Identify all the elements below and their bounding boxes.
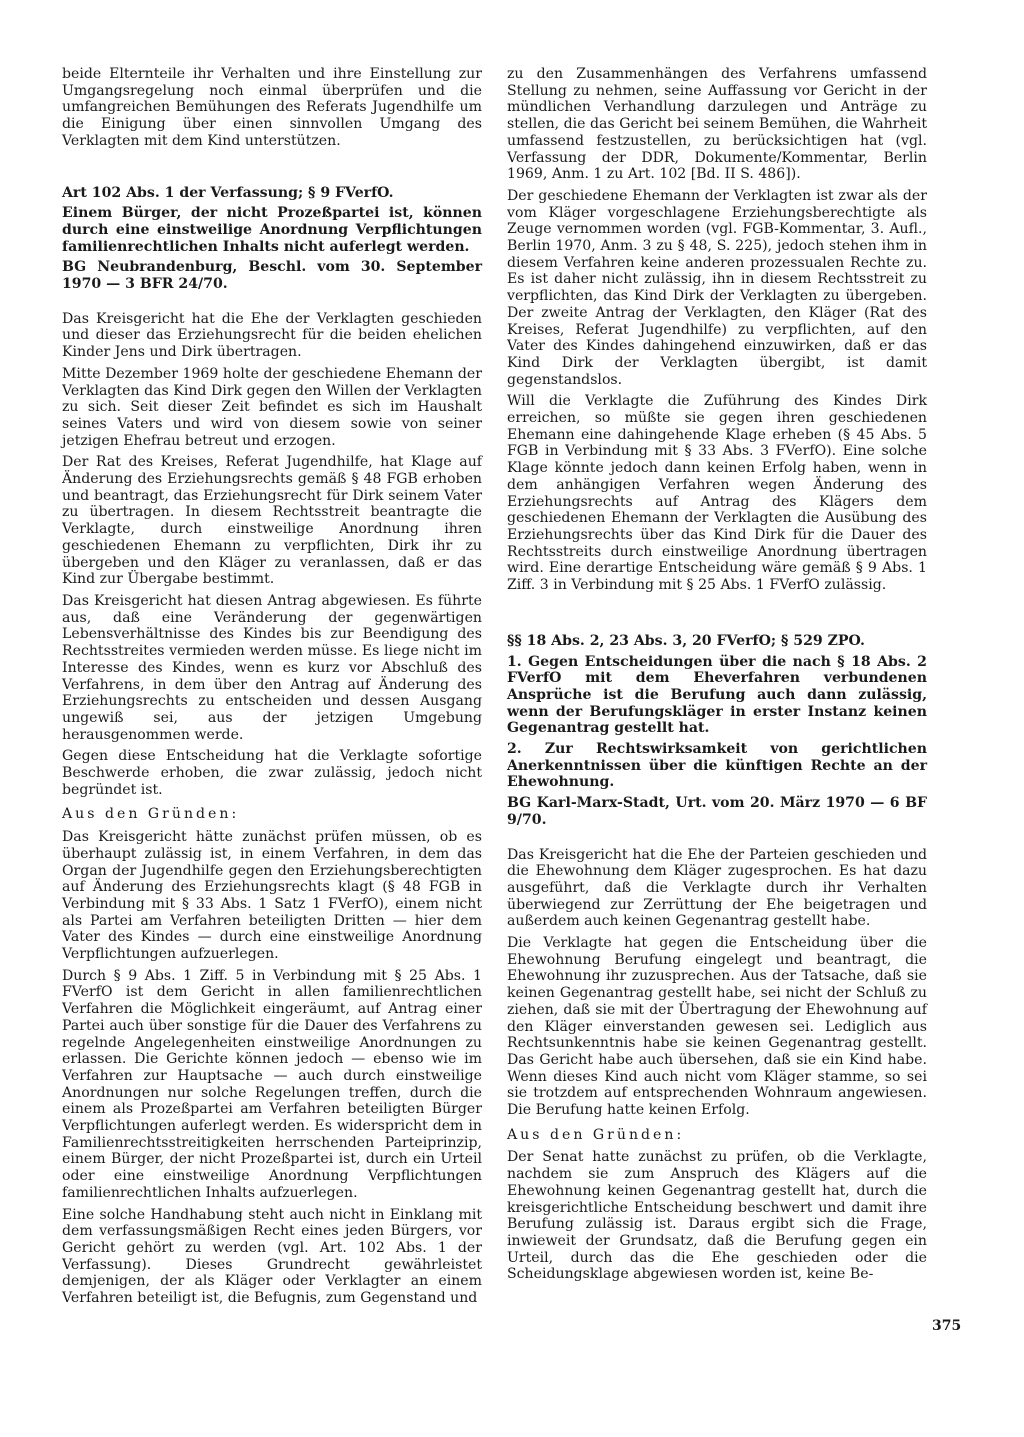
right-paragraph: Der geschiedene Ehemann der Verklagten ist zwar als der vom Kläger vorgeschlagene Erziehungsberechtigte als Zeuge vernommen worden (vgl. FGB-Kommentar, 3. Aufl., Berlin 1970, Anm. 3 zu § 48, S. 225), jedoch stehen ihm in diesem Verfahren keine anderen prozessualen Rechte zu. Es ist daher nicht zulässig, ihn in diesem Rechtsstreit zu verpflichten, das Kind Dirk der Verklagten zu übergeben. Der zweite Antrag der Verklagten, den Kläger (Rat des Kreises, Referat Jugendhilfe) zu verpflichten, auf den Vater des Kindes dahingehend einzuwirken, daß er das Kind Dirk der Verklagten übergibt, ist damit gegenstandslos. [507, 187, 927, 388]
case1-paragraph: Der Rat des Kreises, Referat Jugendhilfe, hat Klage auf Änderung des Erziehungsrechts gemäß § 48 FGB erhoben und beantragt, das Erziehungsrecht für Dirk seinem Vater zu übertragen. In diesem Rechtsstreit beantragte die Verklagte, durch einstweilige Anordnung ihren geschiedenen Ehemann zu verpflichten, Dirk ihr zu übergeben und den Kläger zu veranlassen, daß er das Kind zur Übergabe bestimmt. [62, 454, 482, 588]
case1-reason: Das Kreisgericht hätte zunächst prüfen müssen, ob es überhaupt zulässig ist, in einem Verfahren, in dem das Organ der Jugendhilfe gegen den Erziehungsberechtigten auf Änderung des Erziehungsrechts klagt (§ 48 FGB in Verbindung mit § 33 Abs. 1 Satz 1 FVerfO), einem nicht als Partei am Verfahren beteiligten Dritten — hier dem Vater des Kindes — durch eine einstweilige Anordnung Verpflichtungen aufzuerlegen. [62, 829, 482, 963]
intro-paragraph: beide Elternteile ihr Verhalten und ihre Einstellung zur Umgangsregelung noch einmal überprüfen und die umfangreichen Bemühungen des Referats Jugendhilfe um die Einigung über einen sinnvollen Umgang des Verklagten mit dem Kind unterstützen. [62, 66, 482, 149]
case1-paragraph: Das Kreisgericht hat diesen Antrag abgewiesen. Es führte aus, daß eine Veränderung der gegenwärtigen Lebensverhältnisse des Kindes bis zur Beendigung des Rechtsstreites vermieden werden müsse. Es liege nicht im Interesse des Kindes, wenn es kurz vor Abschluß des Verfahrens, in dem über den Antrag auf Änderung des Erziehungsrechts zu entscheiden und dessen Ausgang ungewiß sei, aus der jetzigen Umgebung herausgenommen werde. [62, 592, 482, 743]
case2-reasons-heading: Aus den Gründen: [507, 1126, 685, 1143]
case2-reason: Der Senat hatte zunächst zu prüfen, ob die Verklagte, nachdem sie zum Anspruch des Klägers auf die Ehewohnung keinen Gegenantrag gestellt hat, durch die kreisgerichtliche Entscheidung beschwert und damit ihre Berufung zulässig ist. Daraus ergibt sich die Frage, inwieweit der Grundsatz, daß die Berufung gegen ein Urteil, durch das die Ehe geschieden oder die Scheidungsklage abgewiesen worden ist, keine Be- [507, 1149, 927, 1283]
case1-headnote: Einem Bürger, der nicht Prozeßpartei ist, können durch eine einstweilige Anordnung Verpflichtungen familienrechtlichen Inhalts nicht auferlegt werden. [62, 205, 482, 255]
case1-paragraph: Das Kreisgericht hat die Ehe der Verklagten geschieden und dieser das Erziehungsrecht für die beiden ehelichen Kinder Jens und Dirk übertragen. [62, 310, 482, 361]
right-paragraph: Will die Verklagte die Zuführung des Kindes Dirk erreichen, so müßte sie gegen ihren geschiedenen Ehemann eine dahingehende Klage erheben (§ 45 Abs. 5 FGB in Verbindung mit § 33 Abs. 3 FVerfO). Eine solche Klage könnte jedoch dann keinen Erfolg haben, wenn in dem anhängigen Verfahren wegen Änderung des Erziehungsrechts auf Antrag des Klägers dem geschiedenen Ehemann der Verklagten die Ausübung des Erziehungsrechts über das Kind Dirk für die Dauer des Rechtsstreits durch einstweilige Anordnung übertragen wird. Eine derartige Entscheidung wäre gemäß § 9 Abs. 1 Ziff. 3 in Verbindung mit § 25 Abs. 1 FVerfO zulässig. [507, 393, 927, 594]
case1-reason: Eine solche Handhabung steht auch nicht in Einklang mit dem verfassungsmäßigen Recht eines jeden Bürgers, vor Gericht gehört zu werden (vgl. Art. 102 Abs. 1 der Verfassung). Dieses Grundrecht gewährleistet demjenigen, der als Kläger oder Verklagter an einem Verfahren beteiligt ist, die Befugnis, zum Gegenstand und [62, 1206, 482, 1307]
case1-paragraph: Gegen diese Entscheidung hat die Verklagte sofortige Beschwerde erhoben, die zwar zulässig, jedoch nicht begründet ist. [62, 748, 482, 798]
case2-court: BG Karl-Marx-Stadt, Urt. vom 20. März 1970 — 6 BF 9/70. [507, 795, 927, 828]
case1-citation: Art 102 Abs. 1 der Verfassung; § 9 FVerfO. [62, 184, 394, 201]
page-number: 375 [932, 1318, 962, 1334]
left-column [62, 66, 482, 1312]
case2-headnote-2: 2. Zur Rechtswirksamkeit von gerichtlichen Anerkenntnissen über die künftigen Rechte an der Ehewohnung. [507, 741, 927, 791]
continuation-paragraph: zu den Zusammenhängen des Verfahrens umfassend Stellung zu nehmen, seine Auffassung vor Gericht in der mündlichen Verhandlung darzulegen und Anträge zu stellen, die das Gericht bei seinem Bemühen, die Wahrheit umfassend festzustellen, zu berücksichtigen hat (vgl. Verfassung der DDR, Dokumente/Kommentar, Berlin 1969, Anm. 1 zu Art. 102 [Bd. II S. 486]). [507, 66, 927, 183]
case2-paragraph: Die Verklagte hat gegen die Entscheidung über die Ehewohnung Berufung eingelegt und beantragt, die Ehewohnung ihr zuzusprechen. Aus der Tatsache, daß sie keinen Gegenantrag gestellt habe, sei nicht der Schluß zu ziehen, daß sie mit der Übertragung der Ehewohnung auf den Kläger einverstanden gewesen sei. Lediglich aus Rechtsunkenntnis habe sie keinen Gegenantrag gestellt. Das Gericht habe auch übersehen, daß sie ein Kind habe. Wenn dieses Kind auch nicht vom Kläger stamme, so sei sie trotzdem auf entsprechenden Wohnraum angewiesen. Die Berufung hatte keinen Erfolg. [507, 935, 927, 1119]
case1-reason: Durch § 9 Abs. 1 Ziff. 5 in Verbindung mit § 25 Abs. 1 FVerfO ist dem Gericht in allen familienrechtlichen Verfahren die Möglichkeit eingeräumt, auf Antrag einer Partei auch über sonstige für die Dauer des Verfahrens zu regelnde Angelegenheiten einstweilige Anordnungen zu erlassen. Die Gerichte können jedoch — ebenso wie im Verfahren zur Hauptsache — auch durch einstweilige Anordnungen nur solche Regelungen treffen, durch die einem als Prozeßpartei am Verfahren beteiligten Bürger Verpflichtungen auferlegt werden. Es widerspricht dem in Familienrechtsstreitigkeiten herrschenden Parteiprinzip, einem Bürger, der nicht Prozeßpartei ist, durch ein Urteil oder eine einstweilige Anordnung Verpflichtungen familienrechtlichen Inhalts aufzuerlegen. [62, 967, 482, 1201]
right-column [507, 66, 927, 1288]
case1-court: BG Neubrandenburg, Beschl. vom 30. September 1970 — 3 BFR 24/70. [62, 259, 482, 293]
case1-reasons-heading: Aus den Gründen: [62, 806, 240, 823]
case2-headnote-1: 1. Gegen Entscheidungen über die nach § 18 Abs. 2 FVerfO mit dem Eheverfahren verbundenen Ansprüche ist die Berufung auch dann zulässig, wenn der Berufungskläger in erster Instanz keinen Gegenantrag gestellt hat. [507, 653, 927, 737]
case2-paragraph: Das Kreisgericht hat die Ehe der Parteien geschieden und die Ehewohnung dem Kläger zugesprochen. Es hat dazu ausgeführt, daß die Verklagte durch ihr Verhalten überwiegend zur Zerrüttung der Ehe beigetragen und außerdem auch keinen Gegenantrag gestellt habe. [507, 846, 927, 930]
case1-paragraph: Mitte Dezember 1969 holte der geschiedene Ehemann der Verklagten das Kind Dirk gegen den Willen der Verklagten zu sich. Seit dieser Zeit befindet es sich im Haushalt seines Vaters und wird von diesem sowie von seiner jetzigen Ehefrau betreut und erzogen. [62, 365, 482, 449]
case2-citation: §§ 18 Abs. 2, 23 Abs. 3, 20 FVerfO; § 529 ZPO. [507, 632, 865, 649]
